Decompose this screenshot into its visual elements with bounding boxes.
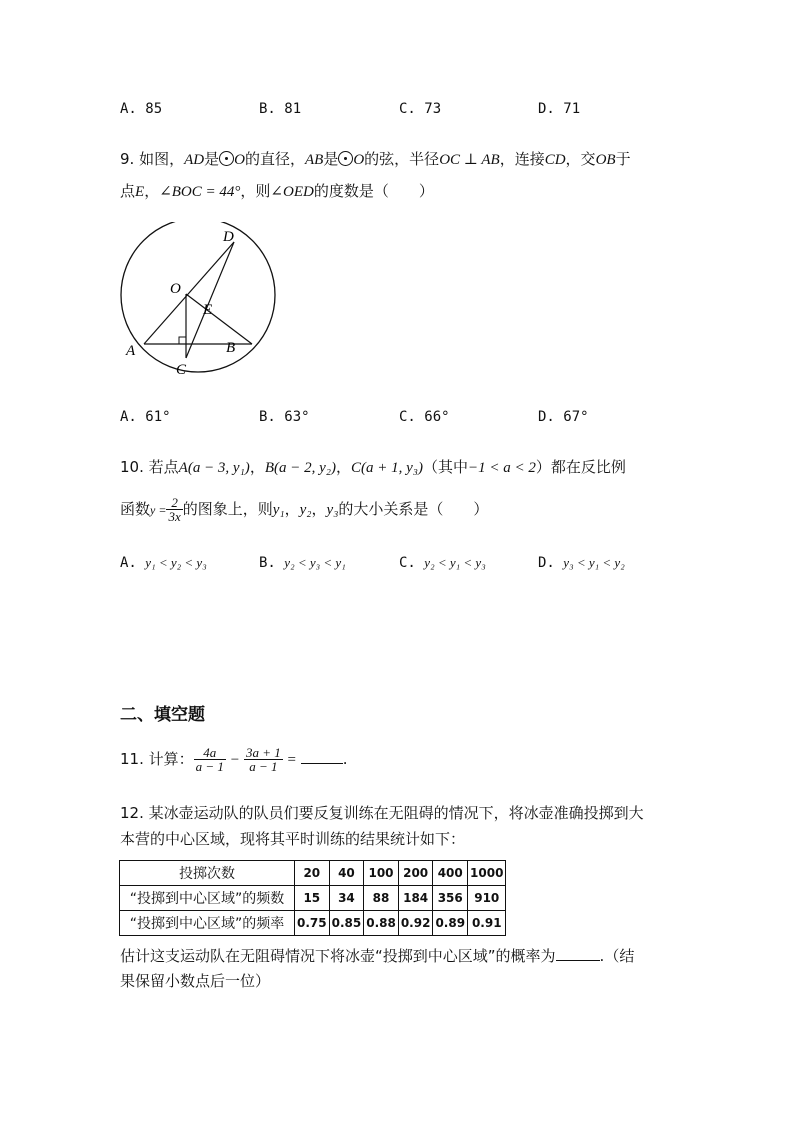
section-heading: 二、填空题 xyxy=(120,705,205,725)
circle-o xyxy=(121,222,275,372)
table-cell: 0.75 xyxy=(295,911,330,936)
q9-option-c[interactable]: C. 66° xyxy=(399,409,450,425)
table-cell: 200 xyxy=(398,861,433,886)
table-row xyxy=(120,861,506,886)
q11-fraction-2: $\frac{3a + 1}{a - 1}$ xyxy=(245,745,281,774)
segment-ad xyxy=(144,242,234,344)
q11-fraction-1: $\frac{4a}{a - 1}$ xyxy=(195,745,224,774)
table-cell: 40 xyxy=(329,861,364,886)
table-cell: 15 xyxy=(295,886,330,911)
q9-circle-diagram xyxy=(110,222,290,382)
table-header-cell: “投掷到中心区域”的频数 xyxy=(120,886,295,911)
label-e: E xyxy=(203,302,213,318)
table-row xyxy=(120,911,506,936)
q12-answer-blank[interactable] xyxy=(556,946,600,961)
table-cell: 356 xyxy=(433,886,468,911)
q9-line2: 点E，∠BOC = 44°，则∠OED的度数是（ ） xyxy=(120,182,434,200)
right-angle-mark xyxy=(179,337,186,344)
q8-option-b[interactable]: B. 81 xyxy=(259,101,302,117)
table-cell: 34 xyxy=(329,886,364,911)
table-cell: 1000 xyxy=(468,861,506,886)
label-o: O xyxy=(170,281,181,297)
q9-option-b[interactable]: B. 63° xyxy=(259,409,310,425)
table-row xyxy=(120,886,506,911)
table-cell: 88 xyxy=(364,886,399,911)
q10-line1: 10. 若点A(a − 3, y₁)，B(a − 2, y₂)，C(a + 1, y₃)（其中−1 < a < 2）都在反比例 xyxy=(120,458,626,476)
q12-line2: 本营的中心区域，现将其平时训练的结果统计如下： xyxy=(120,830,466,848)
label-d: D xyxy=(223,229,234,245)
q10-line2: 函数y = $\frac{2}{3x}$ 的图象上，则y₁，y₂，y₃的大小关系是（ ） xyxy=(120,495,489,524)
table-cell: 20 xyxy=(295,861,330,886)
q8-option-c[interactable]: C. 73 xyxy=(399,101,442,117)
q9-option-d[interactable]: D. 67° xyxy=(538,409,589,425)
table-cell: 0.92 xyxy=(398,911,433,936)
table-cell: 0.91 xyxy=(468,911,506,936)
q10-option-d[interactable]: D. y₃ < y₁ < y₂ xyxy=(538,555,625,571)
q9-line1: 9. 如图，AD是 O的直径，AB是 O的弦，半径OC ⊥ AB，连接CD，交OB于 xyxy=(120,150,631,168)
q12-after-line2: 果保留小数点后一位） xyxy=(120,972,271,990)
circle-dot-icon xyxy=(338,151,353,166)
q8-option-a[interactable]: A. 85 xyxy=(120,101,163,117)
table-cell: 100 xyxy=(364,861,399,886)
table-header-cell: “投掷到中心区域”的频率 xyxy=(120,911,295,936)
q11-answer-blank[interactable] xyxy=(301,749,343,764)
table-header-cell: 投掷次数 xyxy=(120,861,295,886)
q10-option-c[interactable]: C. y₂ < y₁ < y₃ xyxy=(399,555,486,571)
label-b: B xyxy=(226,340,236,356)
q10-function-fraction: $\frac{2}{3x}$ xyxy=(168,495,181,524)
table-cell: 910 xyxy=(468,886,506,911)
table-cell: 0.89 xyxy=(433,911,468,936)
q8-option-d[interactable]: D. 71 xyxy=(538,101,581,117)
q9-option-a[interactable]: A. 61° xyxy=(120,409,171,425)
q11-line: 11. 计算： $\frac{4a}{a - 1}$ − $\frac{3a + 1}{a - 1}$ = . xyxy=(120,745,348,774)
table-cell: 0.85 xyxy=(329,911,364,936)
q12-after-line1: 估计这支运动队在无阻碍情况下将冰壶“投掷到中心区域”的概率为 .（结 xyxy=(120,947,635,965)
q12-line1: 12. 某冰壶运动队的队员们要反复训练在无阻碍的情况下，将冰壶准确投掷到大 xyxy=(120,804,644,822)
segment-ob xyxy=(186,294,252,344)
q10-option-a[interactable]: A. y₁ < y₂ < y₃ xyxy=(120,555,207,571)
q12-frequency-table xyxy=(119,860,506,936)
table-cell: 0.88 xyxy=(364,911,399,936)
table-cell: 184 xyxy=(398,886,433,911)
circle-dot-icon xyxy=(219,151,234,166)
table-cell: 400 xyxy=(433,861,468,886)
label-a: A xyxy=(126,343,136,359)
label-c: C xyxy=(176,362,187,378)
q10-option-b[interactable]: B. y₂ < y₃ < y₁ xyxy=(259,555,346,571)
